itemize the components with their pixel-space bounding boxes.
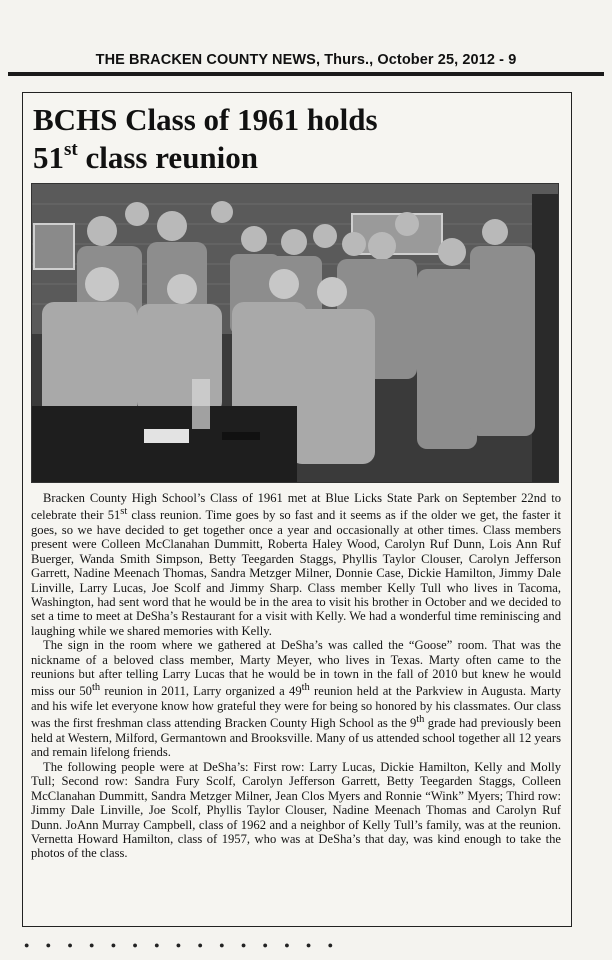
headline-line-2 <box>33 139 563 177</box>
headline-line-1: BCHS Class of 1961 holds <box>33 102 378 137</box>
group-photo-icon <box>32 184 559 483</box>
masthead: THE BRACKEN COUNTY NEWS, Thurs., October 25, 2012 - 9 <box>95 52 517 68</box>
headline-rest: class reunion <box>77 140 259 175</box>
footer-dot-rule: ● ● ● ● ● ● ● ● ● ● ● ● ● ● ● <box>24 940 341 950</box>
article-headline <box>33 101 563 177</box>
group-photo <box>31 183 559 483</box>
masthead-rule <box>8 72 604 76</box>
headline-number: 51 <box>33 140 64 175</box>
paragraph-3: The following people were at DeSha’s: First row: Larry Lucas, Dickie Hamilton, Kelly and Molly Tull; Second row: Sandra Fury Scolf, Carolyn Jefferson Garrett, Betty Teegarden Staggs, Colleen McClanahan Dummitt, Sandra Metzger Milner, Jean Clos Myers and Ronnie “Wink” Myers; Third row: Jimmy Dale Linville, Joe Scolf, Phyllis Taylor Clouser, Nadine Meenach Thomas and Carolyn Ruf Dunn. JoAnn Murray Campbell, class of 1962 and a neighbor of Kelly Tull’s family, was at the reunion. Vernetta Howard Hamilton, class of 1957, who was at DeSha’s that day, was kind enough to take the photos of the class. <box>31 759 561 861</box>
headline-ordinal: st <box>64 138 78 160</box>
article-frame <box>22 92 572 927</box>
article-body <box>31 491 561 861</box>
paragraph-2: The sign in the room where we gathered at DeSha’s was called the “Goose” room. That was the nickname of a beloved class member, Marty Meyer, who lives in Texas. Marty often came to the reunions but after telling Larry Lucas that he would be in town in the fall of 2010 but knew he would miss our 50th reunion in 2011, Larry organized a 49th reunion held at the Parkview in Augusta. Marty and his wife let everyone know how grateful they were for being so honored by his classmates. Our class was the first freshman class attending Bracken County High School as the 9th grade had previously been held at Western, Milford, Germantown and Brooksville. Many of us attended school together all 12 years and remain lifelong friends. <box>31 638 561 760</box>
paragraph-1: Bracken County High School’s Class of 1961 met at Blue Licks State Park on September 22nd to celebrate their 51st class reunion. Time goes by so fast and it seems as if the older we get, the faster it goes, so we have decided to get together once a year and occasionally at other times. Class members present were Colleen McClanahan Dummitt, Roberta Haley Wood, Carolyn Ruf Dunn, Lois Ann Ruf Buerger, Wanda Smith Simpson, Betty Teegarden Staggs, Phyllis Taylor Clouser, Carolyn Jefferson Garrett, Nadine Meenach Thomas, Sandra Metzger Milner, Donnie Case, Dickie Hamilton, Jimmy Dale Linville, Larry Lucas, Joe Scolf and Jimmy Sharp. Class member Kelly Tull who lives in Tacoma, Washington, had sent word that he would be in the area to visit his brother in October and we decided to set a time to meet at DeSha’s Restaurant for a visit with Kelly. We had a wonderful time reminiscing and laughing while we shared memories with Kelly. <box>31 491 562 638</box>
